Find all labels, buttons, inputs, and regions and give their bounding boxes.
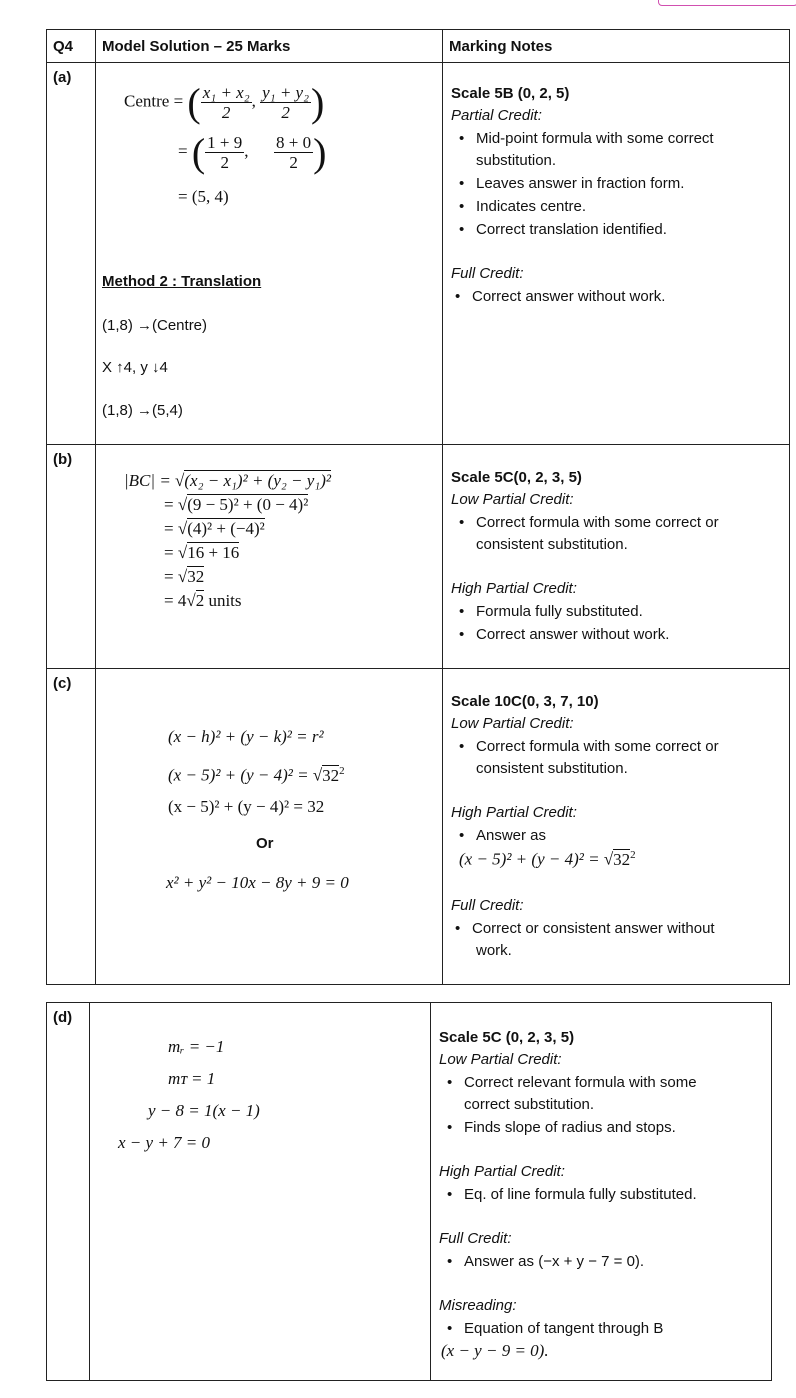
a-pb1b: substitution. — [476, 152, 557, 169]
c-hb1: • Answer as — [476, 827, 546, 844]
part-d-label: (d) — [53, 1009, 73, 1026]
a-trans2: X ↑4, y ↓4 — [102, 359, 168, 376]
c-fb1: • Correct or consistent answer without — [472, 920, 715, 937]
c-eq4: x² + y² − 10x − 8y + 9 = 0 — [166, 873, 349, 892]
page-tab-decoration — [658, 0, 796, 6]
d-eq2: mᴛ = 1 — [168, 1069, 216, 1088]
b-lb1: • Correct formula with some correct or — [476, 514, 719, 531]
a-trans3: (1,8) →(5,4) — [102, 402, 183, 419]
d-mb1: • Equation of tangent through B — [464, 1320, 663, 1337]
part-d-solution — [90, 1003, 431, 1381]
d-high: High Partial Credit: — [439, 1163, 565, 1180]
d-lb1: • Correct relevant formula with some — [464, 1074, 697, 1091]
b-lb1b: consistent substitution. — [476, 536, 628, 553]
c-lb1b: consistent substitution. — [476, 760, 628, 777]
a-scale: Scale 5B (0, 2, 5) — [451, 85, 570, 102]
a-full: Full Credit: — [451, 265, 524, 282]
header-model: Model Solution – 25 Marks — [96, 30, 443, 63]
d-low: Low Partial Credit: — [439, 1051, 562, 1068]
b-line2: = √(9 − 5)² + (0 − 4)² — [164, 495, 309, 514]
a-centre-formula: Centre = ( $\frac{\text{x₁ + x₂}}{2}$ , $\frac{\text{y₁ + y₂}}{2}$ ) — [124, 80, 325, 125]
d-lb2: • Finds slope of radius and stops. — [464, 1119, 676, 1136]
c-low: Low Partial Credit: — [451, 715, 574, 732]
b-high: High Partial Credit: — [451, 580, 577, 597]
c-full: Full Credit: — [451, 897, 524, 914]
b-scale: Scale 5C(0, 2, 3, 5) — [451, 469, 582, 486]
part-a-label: (a) — [53, 69, 72, 86]
b-hb1: • Formula fully substituted. — [476, 603, 643, 620]
part-a-solution — [96, 63, 443, 445]
part-c-solution — [96, 669, 443, 985]
c-scale: Scale 10C(0, 3, 7, 10) — [451, 693, 599, 710]
c-eq1: (x − h)² + (y − k)² = r² — [168, 727, 324, 746]
part-b-notes — [443, 445, 790, 669]
header-q: Q4 — [47, 30, 96, 63]
d-fb1: • Answer as (−x + y − 7 = 0). — [464, 1253, 644, 1270]
d-mb1b: (x − y − 9 = 0). — [441, 1341, 549, 1360]
c-hb2: $(x - 5)^2 + (y - 4)^2 = √32^2$ — [459, 849, 636, 869]
a-fb1: • Correct answer without work. — [472, 288, 665, 305]
c-eq3: (x − 5)² + (y − 4)² = 32 — [168, 797, 325, 816]
row-d — [47, 1003, 772, 1381]
a-pb2: • Leaves answer in fraction form. — [476, 175, 684, 192]
c-fb1b: work. — [476, 942, 512, 959]
d-mis: Misreading: — [439, 1297, 517, 1314]
row-a — [47, 63, 790, 445]
d-scale: Scale 5C (0, 2, 3, 5) — [439, 1029, 575, 1046]
b-line4: = √16 + 16 — [164, 543, 240, 562]
part-d-notes — [431, 1003, 772, 1381]
part-c-notes — [443, 669, 790, 985]
a-pb1: • Mid-point formula with some correct — [476, 130, 714, 147]
row-b — [47, 445, 790, 669]
part-c-label: (c) — [53, 675, 72, 692]
b-line3: = √(4)² + (−4)² — [164, 519, 265, 538]
row-c — [47, 669, 790, 985]
d-eq4: x − y + 7 = 0 — [118, 1133, 211, 1152]
a-pb3: • Indicates centre. — [476, 198, 586, 215]
part-b-label: (b) — [53, 451, 73, 468]
b-line6: = 4√2 units — [164, 591, 242, 610]
a-partial: Partial Credit: — [451, 107, 542, 124]
c-lb1: • Correct formula with some correct or — [476, 738, 719, 755]
part-a-notes — [443, 63, 790, 445]
part-b-solution — [96, 445, 443, 669]
header-notes: Marking Notes — [443, 30, 790, 63]
a-trans1: (1,8) →(Centre) — [102, 317, 208, 334]
marking-scheme-table — [46, 29, 790, 985]
b-low: Low Partial Credit: — [451, 491, 574, 508]
b-line1: |BC| = √(x₂ − x₁)² + (y₂ − y₁)² — [124, 471, 331, 490]
d-eq3: y − 8 = 1(x − 1) — [148, 1101, 260, 1120]
d-hb1: • Eq. of line formula fully substituted. — [464, 1186, 697, 1203]
d-full: Full Credit: — [439, 1230, 512, 1247]
a-result: = (5, 4) — [178, 187, 229, 206]
d-lb1b: correct substitution. — [464, 1096, 595, 1113]
a-substitution: = ( $\frac{1 + 9}{2}$ , $\frac{8 + 0}{2}$ ) — [178, 130, 327, 175]
c-high: High Partial Credit: — [451, 804, 577, 821]
b-hb2: • Correct answer without work. — [476, 626, 669, 643]
a-pb4: • Correct translation identified. — [476, 221, 667, 238]
a-method2: Method 2 : Translation — [102, 273, 262, 290]
marking-scheme-table-d — [46, 1002, 772, 1381]
header-row — [47, 30, 790, 63]
c-eq2: $(x - 5)^2 + (y - 4)^2 = √32^2$ — [168, 765, 345, 785]
d-eq1: mᵣ = −1 — [168, 1037, 225, 1056]
c-or: Or — [256, 835, 274, 852]
b-line5: = √32 — [164, 567, 205, 586]
